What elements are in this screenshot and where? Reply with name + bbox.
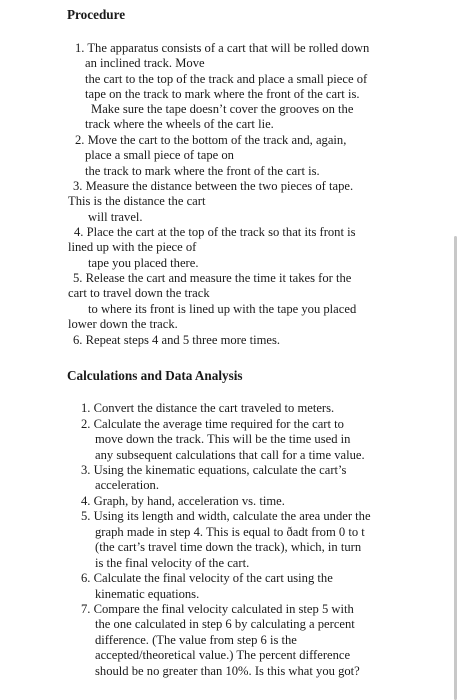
procedure-line: This is the distance the cart xyxy=(68,194,206,208)
calculation-line: should be no greater than 10%. Is this what you got? xyxy=(95,664,360,678)
calculations-heading: Calculations and Data Analysis xyxy=(67,368,243,383)
procedure-line: tape you placed there. xyxy=(88,256,199,270)
procedure-line: cart to travel down the track xyxy=(68,286,210,300)
procedure-line: place a small piece of tape on xyxy=(85,148,234,162)
calculation-line: graph made in step 4. This is equal to ðadt from 0 to t xyxy=(95,525,365,539)
calculation-line: acceleration. xyxy=(95,478,159,492)
calculation-line: the one calculated in step 6 by calculating a percent xyxy=(95,617,355,631)
procedure-line: 4. Place the cart at the top of the track so that its front is xyxy=(74,225,356,239)
procedure-line: 3. Measure the distance between the two pieces of tape. xyxy=(73,179,354,193)
calculation-line: 3. Using the kinematic equations, calculate the cart’s xyxy=(81,463,347,477)
vertical-scrollbar[interactable] xyxy=(454,236,457,700)
procedure-line: the track to mark where the front of the cart is. xyxy=(85,164,320,178)
procedure-line: track where the wheels of the cart lie. xyxy=(85,117,274,131)
procedure-heading: Procedure xyxy=(67,7,126,22)
calculation-line: 6. Calculate the final velocity of the cart using the xyxy=(81,571,333,585)
procedure-line: lined up with the piece of xyxy=(68,240,197,254)
calculation-line: 7. Compare the final velocity calculated in step 5 with xyxy=(81,602,354,616)
calculation-line: accepted/theoretical value.) The percent difference xyxy=(95,648,351,662)
calculation-line: any subsequent calculations that call for a time value. xyxy=(95,448,365,462)
calculation-line: 4. Graph, by hand, acceleration vs. time. xyxy=(81,494,285,508)
procedure-line: the cart to the top of the track and place a small piece of xyxy=(85,72,368,86)
calculation-line: difference. (The value from step 6 is the xyxy=(95,633,297,647)
calculation-line: 2. Calculate the average time required for the cart to xyxy=(81,417,344,431)
calculation-line: is the final velocity of the cart. xyxy=(95,556,250,570)
procedure-line: an inclined track. Move xyxy=(85,56,205,70)
procedure-line: will travel. xyxy=(88,210,143,224)
procedure-line: 6. Repeat steps 4 and 5 three more times. xyxy=(73,333,281,347)
procedure-line: 1. The apparatus consists of a cart that will be rolled down xyxy=(75,41,370,55)
procedure-line: lower down the track. xyxy=(68,317,178,331)
calculation-line: move down the track. This will be the time used in xyxy=(95,432,351,446)
calculation-line: 5. Using its length and width, calculate the area under the xyxy=(81,509,371,523)
procedure-line: 5. Release the cart and measure the time it takes for the xyxy=(73,271,352,285)
procedure-line: Make sure the tape doesn’t cover the grooves on the xyxy=(91,102,354,116)
procedure-line: 2. Move the cart to the bottom of the track and, again, xyxy=(75,133,347,147)
procedure-line: tape on the track to mark where the front of the cart is. xyxy=(85,87,360,101)
calculation-line: kinematic equations. xyxy=(95,587,200,601)
calculation-line: (the cart’s travel time down the track), which, in turn xyxy=(95,540,362,554)
procedure-line: to where its front is lined up with the tape you placed xyxy=(88,302,357,316)
calculation-line: 1. Convert the distance the cart traveled to meters. xyxy=(81,401,335,415)
